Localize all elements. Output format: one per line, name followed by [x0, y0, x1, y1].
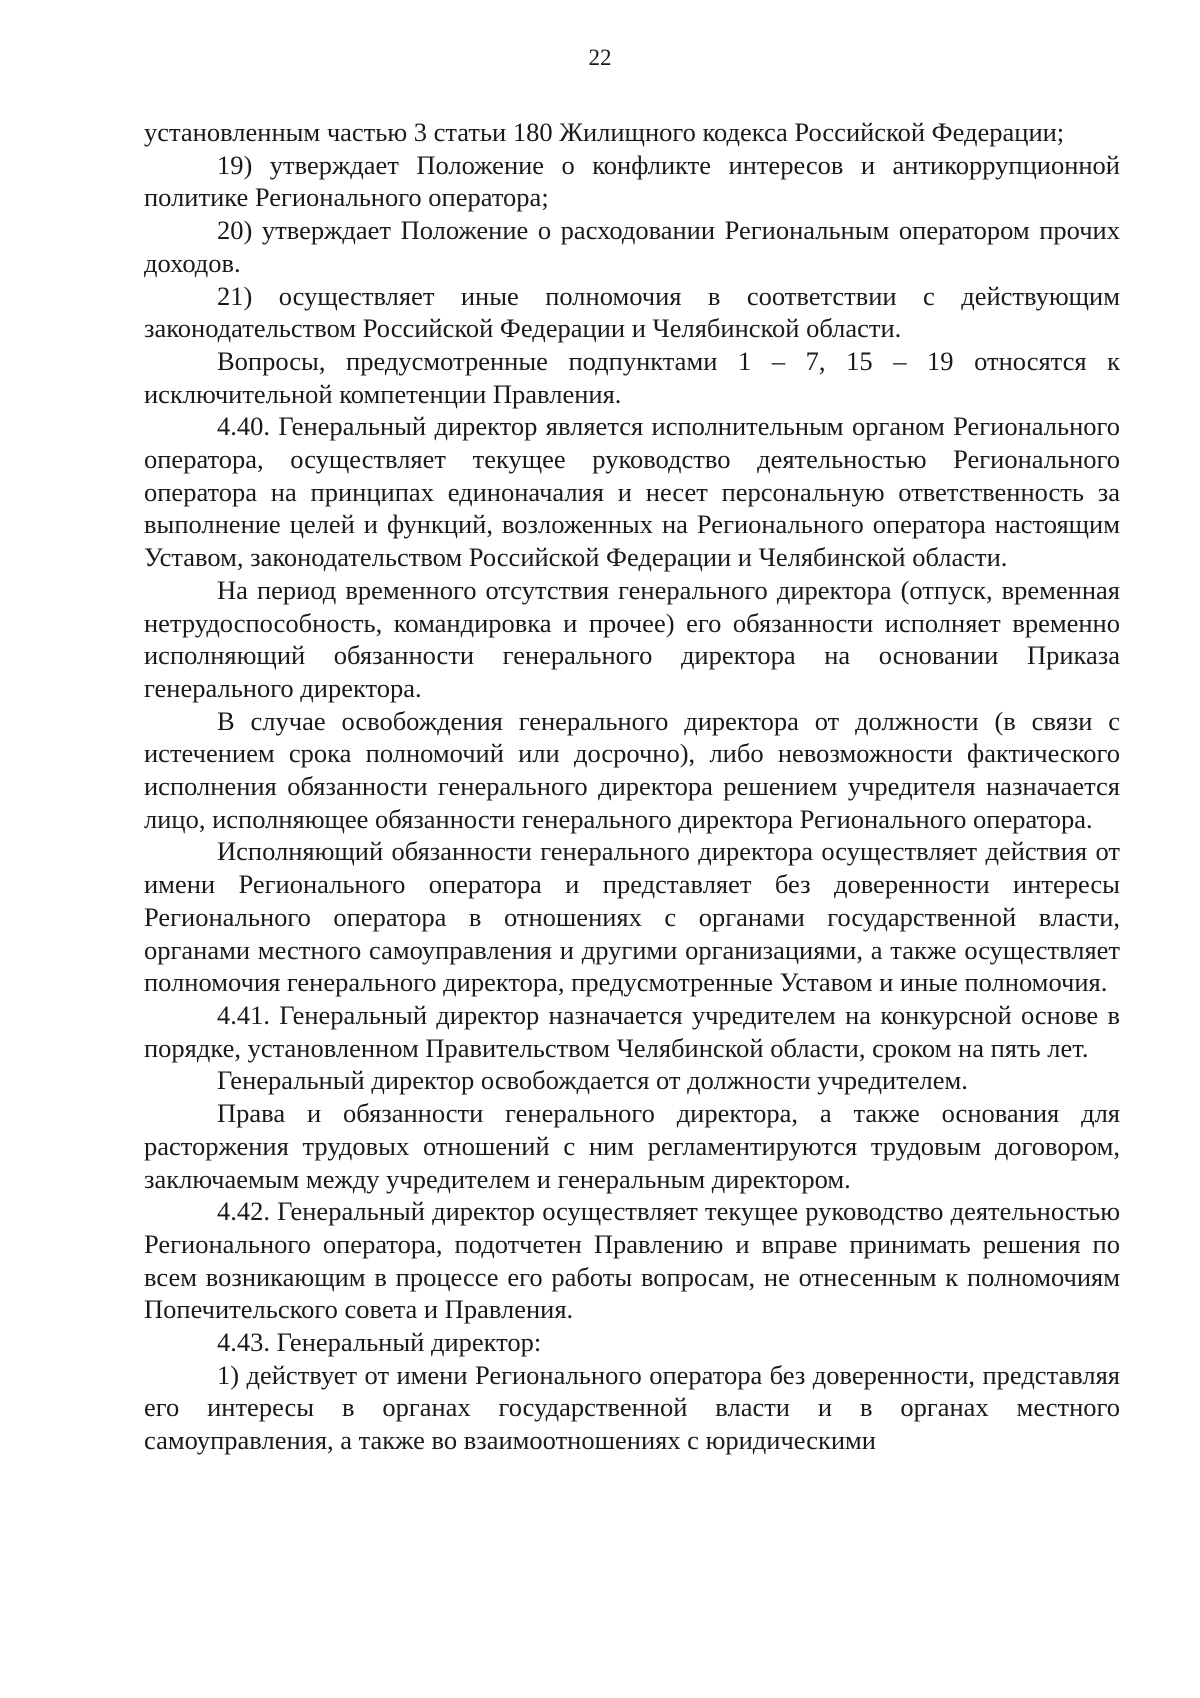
- paragraph-dismissal-case: В случае освобождения генерального директора от должности (в связи с истечением срока полномочий или досрочно), либо невозможности фактического исполнения обязанности генерального директора решением учредителя назначается лицо, исполняющее обязанности генерального директора Регионального оператора.: [144, 705, 1120, 834]
- paragraph-item-21: 21) осуществляет иные полномочия в соответствии с действующим законодательством Российской Федерации и Челябинской области.: [144, 280, 1120, 344]
- paragraph-section-4-43: 4.43. Генеральный директор:: [217, 1327, 542, 1358]
- paragraph-item-19: 19) утверждает Положение о конфликте интересов и антикоррупционной политике Регионального оператора;: [144, 149, 1120, 213]
- paragraph-section-4-41: 4.41. Генеральный директор назначается учредителем на конкурсной основе в порядке, установленном Правительством Челябинской области, сроком на пять лет.: [144, 999, 1120, 1063]
- paragraph-temporary-absence: На период временного отсутствия генерального директора (отпуск, временная нетрудоспособность, командировка и прочее) его обязанности исполняет временно исполняющий обязанности генерального директора на основании Приказа генерального директора.: [144, 574, 1120, 703]
- paragraph-item-20: 20) утверждает Положение о расходовании Региональным оператором прочих доходов.: [144, 215, 1120, 278]
- paragraph-release-from-office: Генеральный директор освобождается от должности учредителем.: [217, 1065, 968, 1096]
- paragraph-exclusive-competence: Вопросы, предусмотренные подпунктами 1 – 7, 15 – 19 относятся к исключительной компетенции Правления.: [144, 345, 1120, 409]
- paragraph-acting-director: Исполняющий обязанности генерального директора осуществляет действия от имени Регионального оператора и представляет без доверенности интересы Регионального оператора в отношениях с органами государственной власти, органами местного самоуправления и другими организациями, а также осуществляет полномочия генерального директора, предусмотренные Уставом и иные полномочия.: [144, 836, 1120, 998]
- page-number: 22: [588, 45, 612, 70]
- paragraph-continuation: установленным частью 3 статьи 180 Жилищного кодекса Российской Федерации;: [144, 117, 1065, 147]
- paragraph-rights-and-duties: Права и обязанности генерального директора, а также основания для расторжения трудовых отношений с ним регламентируются трудовым договором, заключаемым между учредителем и генеральным директором.: [144, 1098, 1120, 1194]
- paragraph-item-1: 1) действует от имени Регионального оператора без доверенности, представляя его интересы в органах государственной власти и в органах местного самоуправления, а также во взаимоотношениях с юридическими: [144, 1359, 1120, 1456]
- document-body: [144, 116, 1120, 1457]
- paragraph-section-4-42: 4.42. Генеральный директор осуществляет текущее руководство деятельностью Регионального оператора, подотчетен Правлению и вправе принимать решения по всем возникающим в процессе его работы вопросам, не отнесенным к полномочиям Попечительского совета и Правления.: [144, 1196, 1120, 1325]
- paragraph-section-4-40: 4.40. Генеральный директор является исполнительным органом Регионального оператора, осуществляет текущее руководство деятельностью Регионального оператора на принципах единоначалия и несет персональную ответственность за выполнение целей и функций, возложенных на Регионального оператора настоящим Уставом, законодательством Российской Федерации и Челябинской области.: [144, 411, 1120, 573]
